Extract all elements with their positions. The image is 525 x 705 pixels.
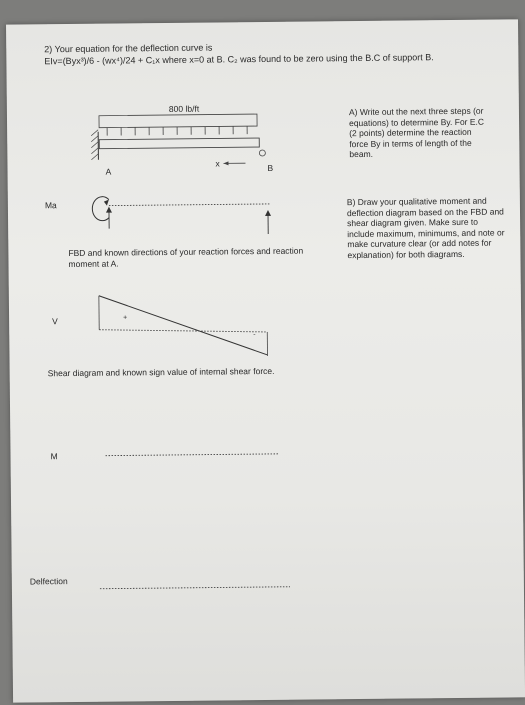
question-heading: 2) Your equation for the deflection curve is bbox=[44, 43, 212, 56]
support-label-b: B bbox=[267, 163, 273, 174]
worksheet-page bbox=[6, 19, 525, 702]
position-label-x: x bbox=[215, 158, 219, 169]
reaction-moment-label: Ma bbox=[45, 200, 57, 211]
shear-axis-label: V bbox=[52, 316, 58, 327]
moment-axis-label: M bbox=[50, 451, 57, 462]
fbd-caption: FBD and known directions of your reaction forces and reaction moment at A. bbox=[68, 245, 328, 269]
shear-plus-sign: + bbox=[123, 313, 127, 324]
distributed-load-label: 800 lb/ft bbox=[169, 104, 199, 115]
shear-minus-sign: - bbox=[253, 330, 255, 341]
part-b-instructions: B) Draw your qualitative moment and deflection diagram based on the FBD and shear diagram given. Make sure to include maximum, minimums, and note or make curvature clear (or add notes for explanation) for both diagrams. bbox=[347, 195, 506, 260]
deflection-equation: EIv=(Byx³)/6 - (wx⁴)/24 + C₁x where x=0 at B. C₂ was found to be zero using the B.C of support B. bbox=[44, 51, 514, 67]
support-label-a: A bbox=[106, 167, 112, 178]
deflection-axis-label: Delfection bbox=[30, 576, 68, 587]
shear-caption: Shear diagram and known sign value of internal shear force. bbox=[48, 365, 348, 379]
part-a-instructions: A) Write out the next three steps (or equations) to determine By. For E.C (2 points) determine the reaction force By in terms of length of the beam. bbox=[349, 106, 488, 160]
